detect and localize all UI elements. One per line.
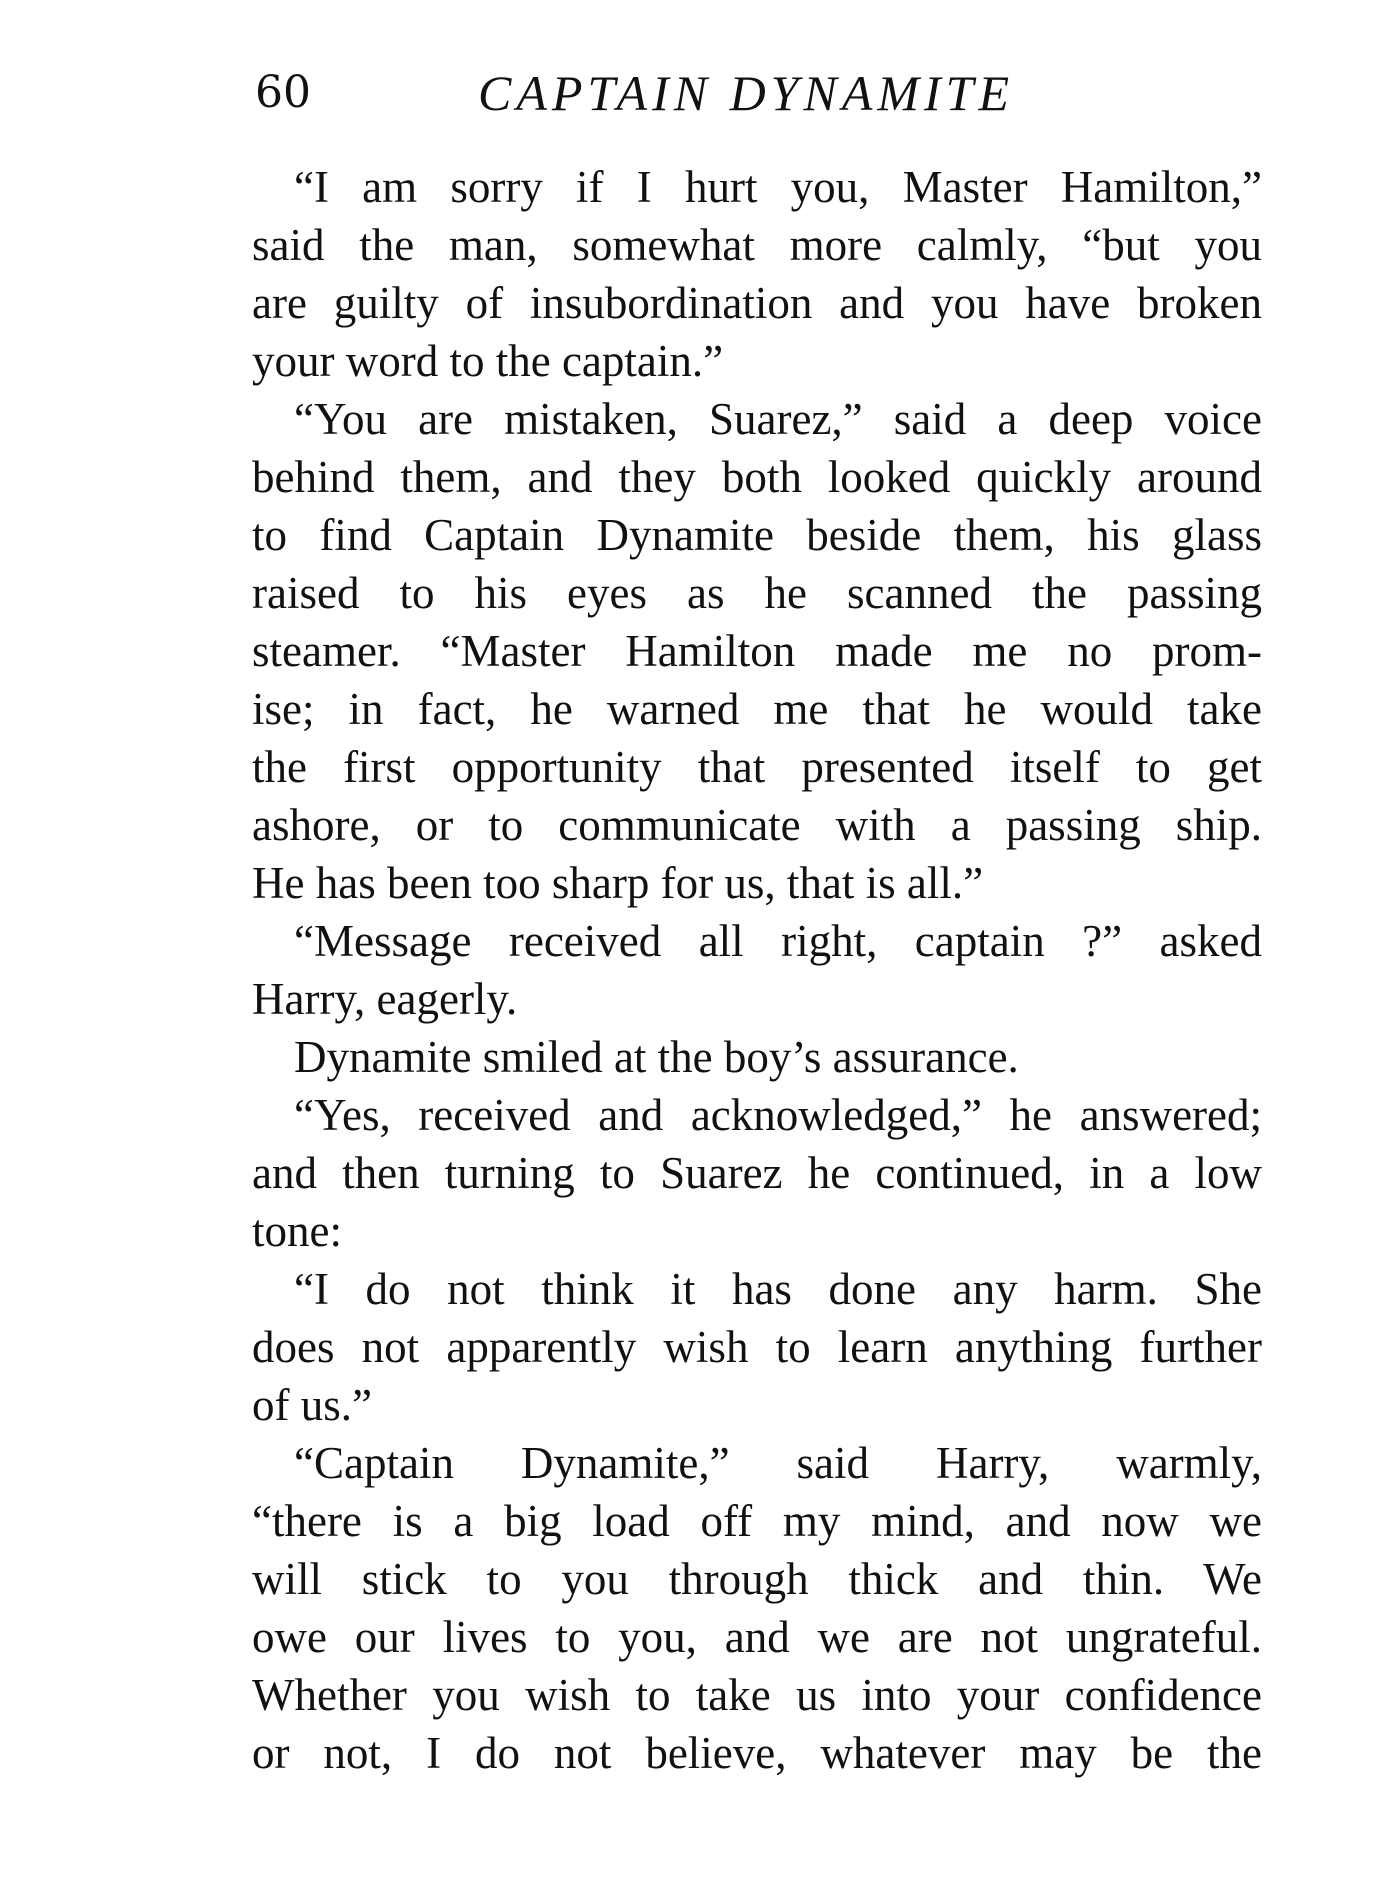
- text-line: Whether you wish to take us into your confidence: [252, 1670, 1262, 1720]
- text-line: behind them, and they both looked quickly around: [252, 452, 1262, 502]
- text-line: “there is a big load off my mind, and now we: [252, 1496, 1262, 1546]
- text-line: “Yes, received and acknowledged,” he answered;: [294, 1090, 1262, 1140]
- text-line: He has been too sharp for us, that is all.”: [252, 858, 984, 908]
- text-line: Dynamite smiled at the boy’s assurance.: [294, 1032, 1019, 1082]
- running-title: CAPTAIN DYNAMITE: [478, 65, 1015, 121]
- text-line: does not apparently wish to learn anything further: [252, 1322, 1262, 1372]
- text-line: are guilty of insubordination and you have broken: [252, 278, 1262, 328]
- page-number: 60: [255, 67, 311, 118]
- text-line: “I do not think it has done any harm. She: [294, 1264, 1262, 1314]
- text-line: “Captain Dynamite,” said Harry, warmly,: [294, 1438, 1262, 1488]
- body-text: [252, 158, 1262, 1782]
- text-line: and then turning to Suarez he continued, in a low: [252, 1148, 1262, 1198]
- text-line: will stick to you through thick and thin. We: [252, 1554, 1262, 1604]
- text-line: ashore, or to communicate with a passing ship.: [252, 800, 1262, 850]
- text-line: or not, I do not believe, whatever may be the: [252, 1728, 1262, 1778]
- page-header: [0, 58, 1378, 128]
- text-line: raised to his eyes as he scanned the passing: [252, 568, 1262, 618]
- text-line: to find Captain Dynamite beside them, his glass: [252, 510, 1262, 560]
- text-line: “Message received all right, captain ?” asked: [294, 916, 1262, 966]
- text-line: the first opportunity that presented itself to get: [252, 742, 1262, 792]
- text-line: ise; in fact, he warned me that he would take: [252, 684, 1262, 734]
- text-line: Harry, eagerly.: [252, 974, 518, 1024]
- text-line: of us.”: [252, 1380, 372, 1430]
- text-line: owe our lives to you, and we are not ungrateful.: [252, 1612, 1262, 1662]
- text-line: said the man, somewhat more calmly, “but you: [252, 220, 1262, 270]
- text-line: tone:: [252, 1206, 342, 1256]
- text-line: your word to the captain.”: [252, 336, 724, 386]
- text-line: “I am sorry if I hurt you, Master Hamilton,”: [294, 162, 1262, 212]
- text-line: steamer. “Master Hamilton made me no prom-: [252, 626, 1262, 676]
- text-line: “You are mistaken, Suarez,” said a deep voice: [294, 394, 1262, 444]
